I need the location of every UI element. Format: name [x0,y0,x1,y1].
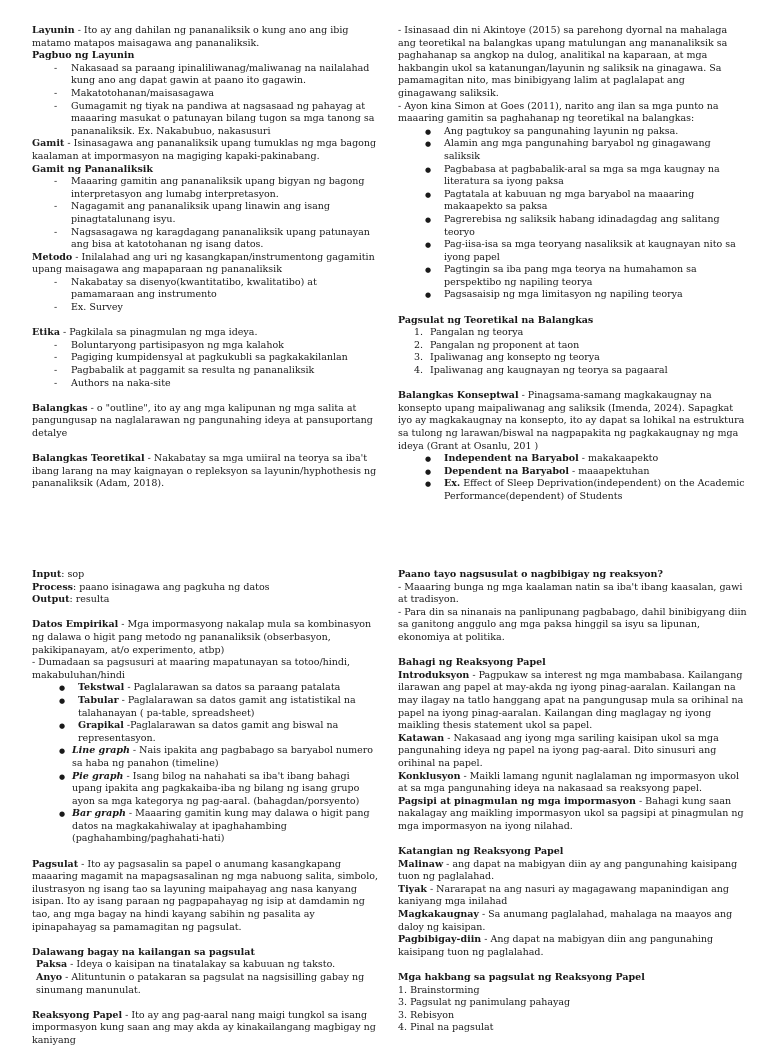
list-item: - Gumagamit ng tiyak na pandiwa at nagsasaad ng pahayag at maaaring masukat o patunayan bilang tugon sa mga tanong sa pananaliksik. Ex. Nakabubuo, nakasusuri [32,101,382,139]
output-line: Output: resulta [32,594,110,606]
list-item: ● Pagtingin sa iba pang mga teorya na humahamon sa perspektibo ng napiling teorya [398,264,746,289]
akintoye-paragraph: - Isinasaad din ni Akintoye (2015) sa parehong dyornal na mahalaga ang teoretikal na balangkas upang matulungan ang mananaliksik sa paghahanap sa angkop na dulog, analitikal na kaparaan, at mga hakbangin ukol sa katanungan/layunin ng saliksik na ginagawa. Sa pamamagitan nito, mas binibigyang lalim at paglalapat ang ginagawang saliksik. [398,25,728,99]
datos-empirikal-definition: Datos Empirikal - Mga impormasyong nakalap mula sa kombinasyon ng dalawa o higit pang metodo ng pananaliksik (obserbasyon, pakikipanayam, at/o experimento, atbp) [32,619,372,656]
pagsulat-definition: Pagsulat - Ito ay pagsasalin sa papel o anumang kasangkapang maaaring magamit na mapagsasalinan ng mga nabuong salita, simbolo, ilustrasyon ng isang tao sa layuning maipahayag ang nasa kanyang isipan. Ito ay isang paraan ng pagpapahayag ng isip at damdamin ng tao, ang mga bagay na hindi kayang sabihin ng pasalita ay ipinapahayag sa pamamagitan ng pagsulat. [32,858,379,933]
graph-type-bar: ● Bar graph - Maaaring gamitin kung may dalawa o higit pang datos na magkakahiwalay at ipaghahambing (paghahambing/paghahati-hati) [32,808,382,846]
list-item: 3. Ipaliwanag ang konsepto ng teorya [414,352,600,364]
balangkas-konseptwal-definition: Balangkas Konseptwal - Pinagsama-samang magkakaugnay na konsepto upang maipaliwanag ang saliksik (Imenda, 2024). Sapagkat iyo ay magkakaugnay na konsepto, ito ay dapat sa lohikal na estruktura sa tulong ng larawan/biswal na nagpapakita ng pagkakaugnay ng mga ideya (Grant at Osanlu, 201 ) [398,390,745,452]
anyo-line: Anyo - Alituntunin o patakaran sa pagsulat na nagsisilling gabay ng sinumang manunulat. [36,972,365,996]
list-item: ● Dependent na Baryabol - maaapektuhan [398,466,746,479]
list-item: 3. Pagsulat ng panimulang pahayag [398,997,571,1009]
right-bottom-column [398,569,748,1035]
list-item: 1. Pangalan ng teorya [414,327,524,339]
introduksyon-definition: Introduksyon - Pagpukaw sa interest ng mga mambabasa. Kailangang ilarawan ang papel at may-akda ng iyong pinag-aaralan. Kailangan na may ilagay na tatlo hanggang apat na pangungusap mula sa orihinal na papel na iyong pinag-aaralan. Kailangan ding maglagay ng iyong maikling thesis statement ukol sa papel. [398,669,744,732]
list-item: ● Grapikal -Paglalarawan sa datos gamit ang biswal na representasyon. [32,720,382,745]
list-item: ● Pagsasaisip ng mga limitasyon ng napiling teorya [398,289,746,302]
right-top-column [398,25,746,504]
pagbuo-heading: Pagbuo ng Layunin [32,50,135,62]
list-item: ● Ang pagtukoy sa pangunahing layunin ng paksa. [398,126,746,139]
magkakaugnay-definition: Magkakaugnay - Sa anumang paglalahad, mahalaga na maayos ang daloy ng kaisipan. [398,909,733,933]
list-item: - Ex. Survey [32,302,382,315]
list-item: 4. Ipaliwanag ang kaugnayan ng teorya sa pagaaral [414,365,668,377]
graph-type-line: ● Line graph - Nais ipakita ang pagbabago sa baryabol numero sa haba ng panahon (timeline) [32,745,382,770]
bahagi-heading: Bahagi ng Reaksyong Papel [398,657,546,669]
list-item: - Maaaring gamitin ang pananaliksik upang bigyan ng bagong interpretasyon ang lumabg interpretasyon. [32,176,382,201]
list-item: - Nagsasagawa ng karagdagang pananaliksik upang patunayan ang bisa at katotohanan ng isang datos. [32,227,382,252]
list-item: - Makatotohanan/maisasagawa [32,88,382,101]
tiyak-definition: Tiyak - Nararapat na ang nasuri ay magagawang mapanindigan ang kaniyang mga inilahad [398,883,730,908]
katawan-definition: Katawan - Nakasaad ang iyong mga sariling kaisipan ukol sa mga pangunahing ideya ng papel na iyong pag-aaral. Dito sinusuri ang orihinal na papel. [398,732,719,769]
list-item: - Nagagamit ang pananaliksik upang linawin ang isang pinagtatalunang isyu. [32,201,382,226]
list-item: - Nakasaad sa paraang ipinaliliwanag/maliwanag na nailalahad kung ano ang dapat gawin at paano ito gagawin. [32,63,382,88]
katangian-heading: Katangian ng Reaksyong Papel [398,846,564,858]
paano-heading: Paano tayo nagsusulat o nagbibigay ng reaksyon? [398,569,663,580]
gamit-definition: Gamit - Isinasagawa ang pananaliksik upang tumuklas ng mga bagong kaalaman at impormasyon na magiging kapaki-pakinabang. [32,138,377,162]
list-item: ● Tekstwal - Paglalarawan sa datos sa paraang patalata [32,682,382,695]
list-item: ● Pag-iisa-isa sa mga teoryang nasaliksik at kaugnayan nito sa iyong papel [398,239,746,264]
layunin-definition: Layunin - Ito ay ang dahilan ng pananaliksik o kung ano ang ibig matamo matapos maisagawa ang pananaliksik. [32,25,349,49]
list-item: 1. Brainstorming [398,984,480,996]
balangkas-teoretikal-definition: Balangkas Teoretikal - Nakabatay sa mga umiiral na teorya sa iba't ibang larang na may kaignayan o repleksyon sa layunin/hyphothesis ng pananaliksik (Adam, 2018). [32,453,377,490]
paano-point: - Para din sa ninanais na panlipunang pagbabago, dahil binibigyang diin sa ganitong anggulo ang mga paksa hinggil sa isyu sa lipunan, ekonomiya at politika. [398,606,747,643]
list-item: - Authors na naka-site [32,378,382,391]
list-item: 2. Pangalan ng proponent at taon [414,339,580,351]
pagsulat-teoretikal-heading: Pagsulat ng Teoretikal na Balangkas [398,314,594,326]
hakbang-heading: Mga hakbang sa pagsulat ng Reaksyong Papel [398,972,645,983]
left-bottom-column [32,569,382,1048]
paksa-line: Paksa - Ideya o kaisipan na tinatalakay sa kabuuan ng taksto. [36,959,336,971]
simon-goes-paragraph: - Ayon kina Simon at Goes (2011), narito ang ilan sa mga punto na maaaring gamitin sa paghahanap ng teoretikal na balangkas: [398,100,719,125]
malinaw-definition: Malinaw - ang dapat na mabigyan diin ay ang pangunahing kaisipang tuon ng paglalahad. [398,858,738,883]
list-item: ● Ex. Effect of Sleep Deprivation(independent) on the Academic Performance(dependent) of Students [398,478,746,503]
list-item: ● Pagrerebisa ng saliksik habang idinadagdag ang salitang teoryo [398,214,746,239]
list-item: - Nakabatay sa disenyo(kwantitatibo, kwalitatibo) at pamamaraan ang instrumento [32,277,382,302]
gamit-heading: Gamit ng Pananaliksik [32,163,153,175]
paano-point: - Maaaring bunga ng mga kaalaman natin sa iba't ibang kaasalan, gawi at tradisyon. [398,581,743,606]
metodo-definition: Metodo - Inilalahad ang uri ng kasangkapan/instrumentong gagamitin upang maisagawa ang mapaparaan ng pananaliksik [32,251,375,276]
reaksyong-papel-definition: Reaksyong Papel - Ito ay ang pag-aaral nang maigi tungkol sa isang impormasyon kung saan ang may akda ay kinakailangang magbigay ng kaniyang [32,1009,376,1046]
list-item: ● Alamin ang mga pangunahing baryabol ng ginagawang saliksik [398,138,746,163]
etika-definition: Etika - Pagkilala sa pinagmulan ng mga ideya. [32,327,258,339]
pagbibigay-diin-definition: Pagbibigay-diin - Ang dapat na mabigyan diin ang pangunahing kaisipang tuon ng paglalahad. [398,934,714,958]
datos-empirikal-note: - Dumadaan sa pagsusuri at maaring mapatunayan sa totoo/hindi, makabuluhan/hindi [32,657,351,681]
balangkas-definition: Balangkas - o "outline", ito ay ang mga kalipunan ng mga salita at pangungusap na naglalarawan ng pangunahing ideya at pansuportang detalye [32,402,373,439]
konklusyon-definition: Konklusyon - Maikli lamang ngunit naglalaman ng impormasyon ukol at sa mga pangunahing ideya na nakasaad sa reaksyong papel. [398,770,740,795]
input-line: Input: sop [32,569,85,580]
list-item: ● Independent na Baryabol - makakaapekto [398,453,746,466]
process-line: Process: paano isinagawa ang pagkuha ng datos [32,581,270,593]
pagsipi-definition: Pagsipi at pinagmulan ng mga impormasyon - Bahagi kung saan nakalagay ang maikling impormasyon ukol sa pagsipi at pinagmulan ng mga impormasyon na iyong nilahad. [398,795,744,832]
list-item: 3. Rebisyon [398,1009,455,1021]
dalawang-bagay-heading: Dalawang bagay na kailangan sa pagsulat [32,946,255,958]
list-item: - Pagiging kumpidensyal at pagkukubli sa pagkakakilanlan [32,352,382,365]
list-item: 4. Pinal na pagsulat [398,1022,494,1034]
list-item: - Boluntaryong partisipasyon ng mga kalahok [32,340,382,353]
graph-type-pie: ● Pie graph - Isang bilog na nahahati sa iba't ibang bahagi upang ipakita ang pagkakaiba-iba ng bilang ng isang grupo ayon sa mga kategorya ng pag-aaral. (bahagdan/porsyento) [32,771,382,809]
list-item: ● Pagbabasa at pagbabalik-aral sa mga sa mga kaugnay na literatura sa iyong paksa [398,164,746,189]
left-top-column [32,25,382,491]
list-item: - Pagbabalik at paggamit sa resulta ng pananaliksik [32,365,382,378]
list-item: ● Tabular - Paglalarawan sa datos gamit ang istatistikal na talahanayan ( pa-table, spreadsheet) [32,695,382,720]
list-item: ● Pagtatala at kabuuan ng mga baryabol na maaaring makaapekto sa paksa [398,189,746,214]
